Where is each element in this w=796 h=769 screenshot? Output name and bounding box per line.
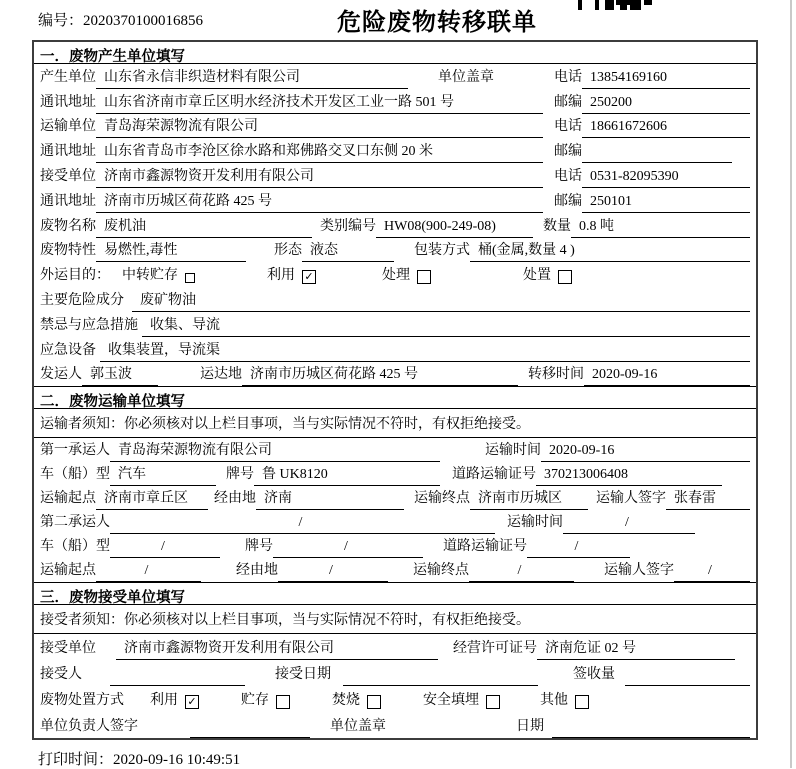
zip2-label: 邮编 bbox=[554, 144, 582, 160]
transport-time1-label: 运输时间 bbox=[485, 443, 541, 459]
qr-block bbox=[644, 0, 652, 5]
acceptor-row bbox=[34, 660, 756, 686]
document-number-value: 2020370100016856 bbox=[83, 13, 204, 29]
phone1-label: 电话 bbox=[554, 69, 582, 85]
disposal-option-incineration-label: 焚烧 bbox=[332, 693, 360, 709]
via1-label: 经由地 bbox=[214, 491, 256, 507]
document-header bbox=[0, 0, 796, 40]
transporter-label: 运输单位 bbox=[40, 119, 96, 135]
page-edge-line bbox=[790, 0, 792, 768]
via1-value: 济南 bbox=[256, 487, 404, 510]
transfer-purpose-row bbox=[34, 262, 756, 287]
via2-label: 经由地 bbox=[236, 563, 278, 579]
receiver3-label: 接受单位 bbox=[40, 641, 96, 657]
vehicle1-row bbox=[34, 462, 756, 486]
form-label: 形态 bbox=[274, 243, 302, 259]
character-label: 废物特性 bbox=[40, 243, 96, 259]
vehicle2-value: / bbox=[110, 539, 220, 558]
hazard-component-row bbox=[34, 287, 756, 312]
vehicle1-value: 汽车 bbox=[110, 463, 216, 486]
phone2-value: 18661672606 bbox=[582, 119, 750, 138]
end1-value: 济南市历城区 bbox=[470, 487, 588, 510]
purpose-label: 外运目的： bbox=[40, 268, 110, 284]
unit-seal3-label: 单位盖章 bbox=[330, 719, 386, 735]
transfer-date-label: 转移时间 bbox=[528, 367, 584, 383]
form-value: 液态 bbox=[302, 239, 394, 262]
head-sign-label: 单位负责人签字 bbox=[40, 719, 138, 735]
end2-label: 运输终点 bbox=[413, 563, 469, 579]
purpose-checkbox-reuse[interactable]: ✓ bbox=[302, 270, 316, 284]
carrier1-label: 第一承运人 bbox=[40, 443, 110, 459]
address1-label: 通讯地址 bbox=[40, 94, 96, 110]
plate1-label: 牌号 bbox=[226, 467, 254, 483]
accepting-unit-row bbox=[34, 634, 756, 660]
section3-notice: 接受者须知：你必须核对以上栏目事项，当与实际情况不符时，有权拒绝接受。 bbox=[34, 605, 756, 634]
waste-character-row bbox=[34, 238, 756, 263]
equipment-value: 收集装置，导流渠 bbox=[100, 339, 750, 362]
taboo-value: 收集、导流 bbox=[142, 314, 750, 337]
category-label: 类别编号 bbox=[320, 218, 376, 234]
address2-value: 山东省青岛市李沧区徐水路和郑佛路交叉口东侧 20 米 bbox=[96, 140, 543, 163]
unit-seal-label: 单位盖章 bbox=[438, 69, 494, 85]
address2-label: 通讯地址 bbox=[40, 144, 96, 160]
carrier2-label: 第二承运人 bbox=[40, 515, 110, 531]
address3-label: 通讯地址 bbox=[40, 193, 96, 209]
date-label: 日期 bbox=[516, 719, 544, 735]
end1-label: 运输终点 bbox=[414, 491, 470, 507]
transfer-date-value: 2020-09-16 bbox=[584, 367, 750, 386]
transport-time1-value: 2020-09-16 bbox=[541, 443, 750, 462]
packing-value: 桶(金属,数量 4 ) bbox=[470, 239, 750, 262]
document-number-label: 编号： bbox=[38, 13, 84, 29]
disposal-option-storage-label: 贮存 bbox=[241, 693, 269, 709]
consignor-value: 郭玉波 bbox=[82, 363, 158, 386]
via2-value: / bbox=[278, 563, 388, 582]
plate1-value: 鲁 UK8120 bbox=[254, 463, 440, 486]
disposal-checkbox-landfill[interactable] bbox=[486, 695, 500, 709]
zip1-value: 250200 bbox=[582, 95, 750, 114]
quantity-label: 数量 bbox=[543, 218, 571, 234]
origin2-label: 运输起点 bbox=[40, 563, 96, 579]
waste-name-row bbox=[34, 213, 756, 238]
purpose-checkbox-disposal[interactable] bbox=[558, 270, 572, 284]
disposal-option-other-label: 其他 bbox=[540, 693, 568, 709]
taboo-label: 禁忌与应急措施 bbox=[40, 317, 138, 333]
zip3-label: 邮编 bbox=[554, 193, 582, 209]
section1-title: 一．废物产生单位填写 bbox=[34, 42, 756, 64]
receiver-address-row bbox=[34, 188, 756, 213]
emergency-measures-row bbox=[34, 312, 756, 337]
received-qty-label: 签收量 bbox=[573, 667, 615, 683]
emergency-equipment-row bbox=[34, 337, 756, 362]
print-time bbox=[38, 748, 240, 769]
route1-row bbox=[34, 486, 756, 510]
origin1-value: 济南市章丘区 bbox=[96, 487, 208, 510]
purpose-option-treatment-label: 处理 bbox=[382, 268, 410, 284]
waste-transfer-form bbox=[32, 40, 758, 740]
sign1-value: 张春雷 bbox=[666, 487, 750, 510]
phone1-value: 13854169160 bbox=[582, 70, 750, 89]
section3-title: 三．废物接受单位填写 bbox=[34, 582, 756, 605]
consignor-label: 发运人 bbox=[40, 367, 82, 383]
transport-time2-value: / bbox=[563, 515, 695, 534]
acceptor-label: 接受人 bbox=[40, 667, 82, 683]
purpose-option-transit-storage-label: 中转贮存 bbox=[122, 268, 178, 284]
sign2-label: 运输人签字 bbox=[604, 563, 674, 579]
accept-date-value bbox=[343, 683, 538, 686]
carrier2-value: / bbox=[110, 515, 495, 534]
origin2-value: / bbox=[96, 563, 201, 582]
road-license1-value: 370213006408 bbox=[536, 467, 722, 486]
permit-label: 经营许可证号 bbox=[453, 641, 537, 657]
vehicle2-row bbox=[34, 534, 756, 558]
phone2-label: 电话 bbox=[554, 119, 582, 135]
destination-label: 运达地 bbox=[200, 367, 242, 383]
producer-label: 产生单位 bbox=[40, 69, 96, 85]
qr-block bbox=[620, 5, 627, 10]
vehicle2-label: 车（船）型 bbox=[40, 539, 110, 555]
packing-label: 包装方式 bbox=[414, 243, 470, 259]
road-license2-value: / bbox=[527, 539, 630, 558]
transporter-address-row bbox=[34, 138, 756, 163]
qr-block bbox=[605, 0, 614, 10]
address3-value: 济南市历城区荷花路 425 号 bbox=[96, 190, 543, 213]
print-time-label: 打印时间： bbox=[38, 752, 114, 768]
disposal-checkbox-reuse[interactable]: ✓ bbox=[185, 695, 199, 709]
disposal-checkbox-other[interactable] bbox=[575, 695, 589, 709]
producer-row bbox=[34, 64, 756, 89]
road-license1-label: 道路运输证号 bbox=[452, 467, 536, 483]
section2-title: 二．废物运输单位填写 bbox=[34, 386, 756, 409]
transporter-row bbox=[34, 114, 756, 139]
acceptor-value bbox=[110, 683, 245, 686]
document-title: 危险废物转移联单 bbox=[337, 9, 537, 36]
phone3-value: 0531-82095390 bbox=[582, 169, 750, 188]
qr-block bbox=[578, 0, 599, 10]
producer-value: 山东省永信非织造材料有限公司 bbox=[96, 66, 408, 89]
receiver-row bbox=[34, 163, 756, 188]
waste-name-value: 废机油 bbox=[96, 215, 312, 238]
accept-date-label: 接受日期 bbox=[275, 667, 331, 683]
phone3-label: 电话 bbox=[554, 168, 582, 184]
purpose-option-reuse-label: 利用 bbox=[267, 268, 295, 284]
end2-value: / bbox=[469, 563, 574, 582]
quantity-value: 0.8 吨 bbox=[571, 215, 750, 238]
hazard-label: 主要危险成分 bbox=[40, 292, 124, 308]
carrier1-value: 青岛海荣源物流有限公司 bbox=[110, 439, 440, 462]
zip2-value bbox=[582, 160, 732, 163]
zip1-label: 邮编 bbox=[554, 94, 582, 110]
date-value bbox=[552, 735, 750, 738]
transporter-value: 青岛海荣源物流有限公司 bbox=[96, 115, 543, 138]
waste-name-label: 废物名称 bbox=[40, 218, 96, 234]
category-value: HW08(900-249-08) bbox=[376, 219, 533, 238]
disposal-option-landfill-label: 安全填埋 bbox=[423, 693, 479, 709]
sign1-label: 运输人签字 bbox=[596, 491, 666, 507]
receiver1-value: 济南市鑫源物资开发利用有限公司 bbox=[96, 165, 543, 188]
disposal-option-reuse-label: 利用 bbox=[150, 693, 178, 709]
purpose-checkbox-transit-storage[interactable] bbox=[185, 273, 195, 283]
qr-code-fragment bbox=[578, 0, 652, 10]
zip3-value: 250101 bbox=[582, 194, 750, 213]
route2-row bbox=[34, 558, 756, 582]
plate2-value: / bbox=[273, 539, 423, 558]
purpose-option-disposal-label: 处置 bbox=[523, 268, 551, 284]
second-carrier-row bbox=[34, 510, 756, 534]
first-carrier-row bbox=[34, 438, 756, 462]
head-sign-value bbox=[190, 735, 310, 738]
print-time-value: 2020-09-16 10:49:51 bbox=[113, 752, 241, 768]
permit-value: 济南危证 02 号 bbox=[537, 637, 735, 660]
disposal-checkbox-incineration[interactable] bbox=[367, 695, 381, 709]
signature-row bbox=[34, 712, 756, 738]
disposal-checkbox-storage[interactable] bbox=[276, 695, 290, 709]
consignor-row bbox=[34, 362, 756, 387]
receiver1-label: 接受单位 bbox=[40, 168, 96, 184]
purpose-checkbox-treatment[interactable] bbox=[417, 270, 431, 284]
hazard-value: 废矿物油 bbox=[132, 289, 750, 312]
equipment-label: 应急设备 bbox=[40, 342, 96, 358]
character-value: 易燃性,毒性 bbox=[96, 239, 246, 262]
disposal-label: 废物处置方式 bbox=[40, 693, 124, 709]
qr-block bbox=[630, 0, 641, 10]
plate2-label: 牌号 bbox=[245, 539, 273, 555]
section2-notice: 运输者须知：你必须核对以上栏目事项，当与实际情况不符时，有权拒绝接受。 bbox=[34, 409, 756, 438]
address1-value: 山东省济南市章丘区明水经济技术开发区工业一路 501 号 bbox=[96, 91, 543, 114]
disposal-method-row bbox=[34, 686, 756, 712]
receiver3-value: 济南市鑫源物资开发利用有限公司 bbox=[116, 637, 438, 660]
producer-address-row bbox=[34, 89, 756, 114]
road-license2-label: 道路运输证号 bbox=[443, 539, 527, 555]
sign2-value: / bbox=[674, 563, 750, 582]
destination-value: 济南市历城区荷花路 425 号 bbox=[242, 363, 518, 386]
transport-time2-label: 运输时间 bbox=[507, 515, 563, 531]
received-qty-value bbox=[625, 683, 750, 686]
document-number bbox=[38, 9, 203, 30]
origin1-label: 运输起点 bbox=[40, 491, 96, 507]
vehicle1-label: 车（船）型 bbox=[40, 467, 110, 483]
